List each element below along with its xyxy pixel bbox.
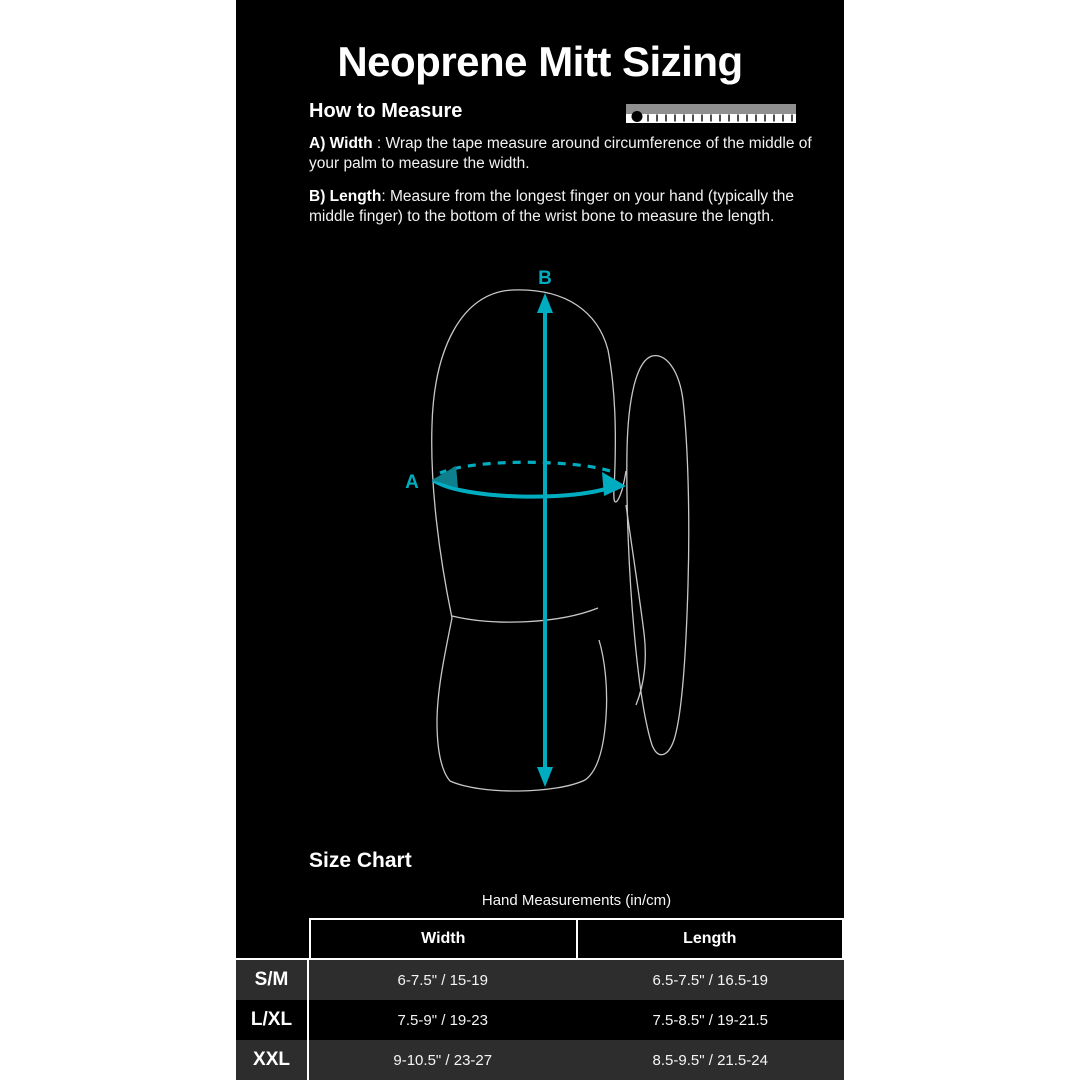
mitt-outline [432, 290, 689, 791]
how-to-measure-heading: How to Measure [309, 100, 463, 122]
column-header-length: Length [576, 920, 843, 958]
length-instruction-label: B) Length [309, 188, 382, 205]
size-chart-subtitle: Hand Measurements (in/cm) [481, 892, 672, 909]
width-value: 9-10.5" / 23-27 [393, 1051, 493, 1069]
length-arrowhead-top [537, 293, 553, 313]
width-instruction-label: A) Width [309, 135, 373, 152]
page-title: Neoprene Mitt Sizing [337, 38, 743, 85]
size-label: XXL [236, 1040, 309, 1080]
size-chart-header-row [309, 918, 844, 958]
width-value: 7.5-9" / 19-23 [397, 1011, 488, 1029]
width-arrow [432, 462, 626, 496]
label-a: A [405, 472, 419, 493]
length-arrow [537, 293, 553, 787]
label-b: B [538, 268, 552, 289]
table-row-sm [236, 960, 844, 1000]
width-instruction-text: Wrap the tape measure around circumference of the middle of your palm to measure the width. [309, 135, 812, 172]
length-value: 7.5-8.5" / 19-21.5 [652, 1011, 768, 1029]
length-instruction-text: Measure from the longest finger on your hand (typically the middle finger) to the bottom of the wrist bone to measure the length. [309, 188, 795, 225]
mitt-measurement-diagram [236, 255, 844, 800]
tape-measure-icon [626, 104, 796, 128]
length-arrowhead-bottom [537, 767, 553, 787]
size-chart-heading: Size Chart [309, 849, 412, 872]
table-row-lxl [236, 1000, 844, 1040]
length-value: 6.5-7.5" / 16.5-19 [652, 971, 768, 989]
width-value: 6-7.5" / 15-19 [397, 971, 488, 989]
table-row-xxl [236, 1040, 844, 1080]
width-instruction: A) Width : Wrap the tape measure around circumference of the middle of your palm to measure the width. [309, 135, 812, 172]
column-header-width: Width [421, 930, 466, 947]
length-value: 8.5-9.5" / 21.5-24 [652, 1051, 768, 1069]
size-label: S/M [236, 960, 309, 1000]
content-panel [236, 0, 844, 1080]
length-instruction: B) Length: Measure from the longest finger on your hand (typically the middle finger) to the bottom of the wrist bone to measure the length. [309, 188, 795, 225]
size-label: L/XL [236, 1000, 309, 1040]
